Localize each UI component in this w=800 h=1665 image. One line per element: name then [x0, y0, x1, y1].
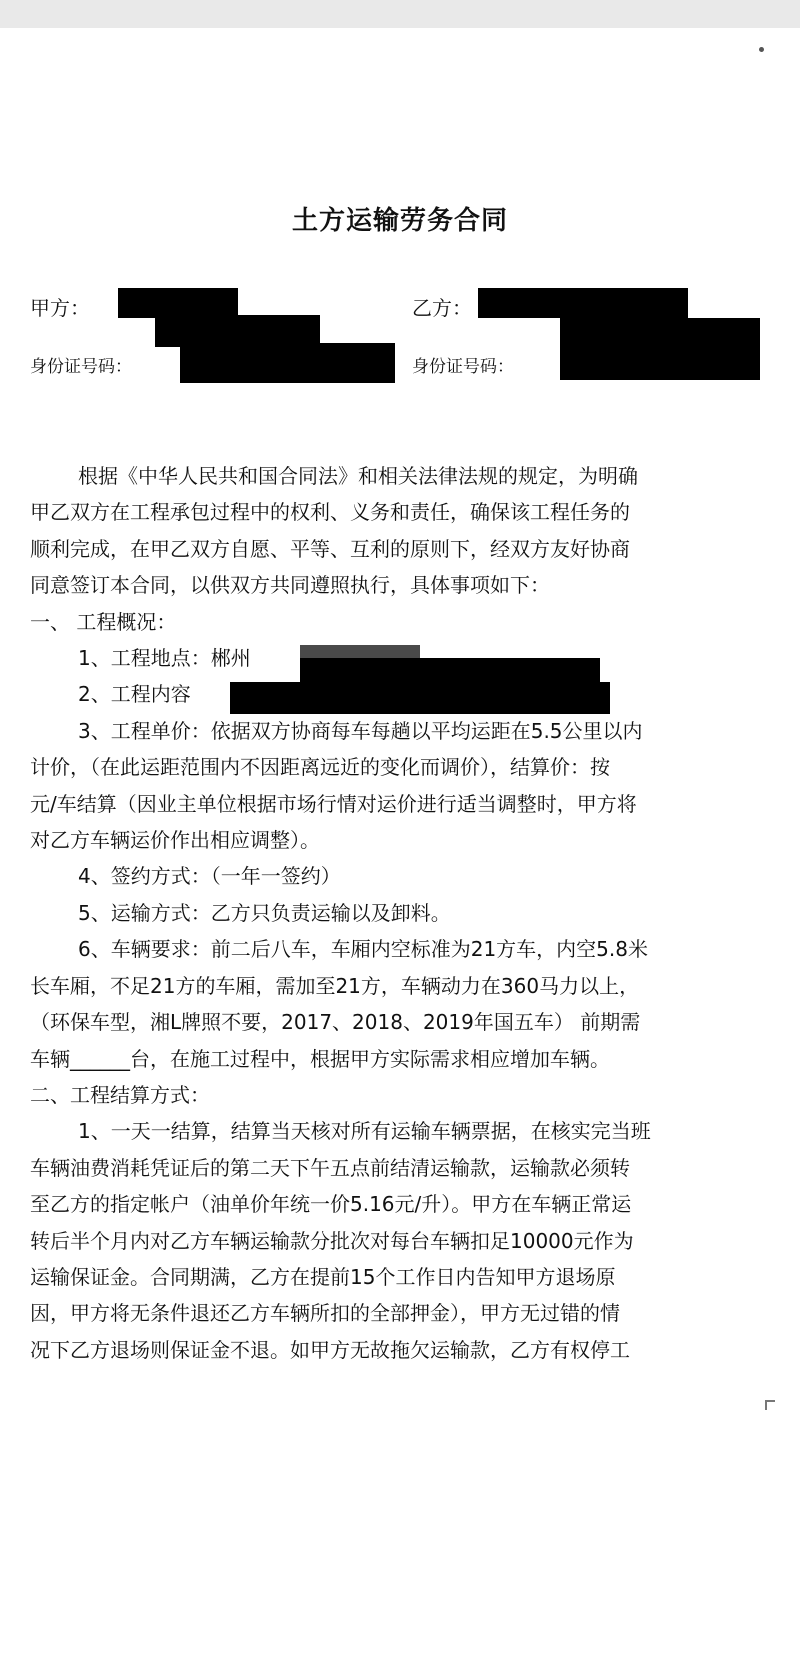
redaction-mark: [180, 343, 395, 383]
paragraph-line: 同意签订本合同，以供双方共同遵照执行，具体事项如下：: [30, 573, 550, 598]
top-bar: [0, 0, 800, 28]
paragraph-line: 4、签约方式：（一年一签约）: [78, 864, 341, 889]
paragraph-line: 车辆______台，在施工过程中，根据甲方实际需求相应增加车辆。: [30, 1046, 610, 1071]
paragraph-line: 至乙方的指定帐户（油单价年统一价5.16元/升）。甲方在车辆正常运: [30, 1192, 632, 1217]
document-title: 土方运输劳务合同: [291, 206, 508, 236]
redaction-mark: [118, 288, 238, 318]
paragraph-line: （环保车型，湘L牌照不要，2017、2018、2019年国五车） 前期需: [30, 1010, 641, 1035]
paragraph-line: 甲乙双方在工程承包过程中的权利、义务和责任，确保该工程任务的: [30, 500, 630, 525]
party-a-id-label: 身份证号码：: [30, 357, 132, 377]
paragraph-line: 5、运输方式：乙方只负责运输以及卸料。: [78, 900, 451, 925]
paragraph-line: 元/车结算（因业主单位根据市场行情对运价进行适当调整时，甲方将: [30, 791, 637, 816]
section-heading: 一、 工程概况：: [30, 609, 177, 634]
paragraph-line: 计价，（在此运距范围内不因距离远近的变化而调价），结算价：按: [30, 755, 610, 780]
party-b-label: 乙方：: [412, 296, 472, 320]
paragraph-line: 3、工程单价：依据双方协商每车每趟以平均运距在5.5公里以内: [78, 718, 643, 743]
paragraph-line: 顺利完成，在甲乙双方自愿、平等、互利的原则下，经双方友好协商: [30, 536, 630, 561]
paragraph-line: 车辆油费消耗凭证后的第二天下午五点前结清运输款，运输款必须转: [30, 1155, 630, 1180]
paragraph-line: 根据《中华人民共和国合同法》和相关法律法规的规定，为明确: [78, 464, 638, 488]
redaction-mark: [230, 682, 610, 714]
page-corner-mark: [765, 1400, 775, 1410]
paragraph-line: 6、车辆要求：前二后八车，车厢内空标准为21方车，内空5.8米: [78, 937, 648, 962]
paragraph-line: 长车厢，不足21方的车厢，需加至21方，车辆动力在360马力以上，: [30, 973, 640, 998]
more-icon[interactable]: [759, 47, 764, 52]
party-a-label: 甲方：: [30, 296, 90, 320]
contract-body: [30, 458, 760, 1368]
paragraph-line: 1、一天一结算，结算当天核对所有运输车辆票据，在核实完当班: [78, 1119, 651, 1144]
redaction-mark: [478, 288, 688, 318]
paragraph-line: 运输保证金。合同期满，乙方在提前15个工作日内告知甲方退场原: [30, 1264, 616, 1289]
redaction-mark: [560, 318, 760, 380]
paragraph-line: 转后半个月内对乙方车辆运输款分批次对每台车辆扣足10000元作为: [30, 1228, 634, 1253]
party-b-id-label: 身份证号码：: [412, 357, 514, 377]
paragraph-line: 2、工程内容: [78, 682, 191, 707]
paragraph-line: 对乙方车辆运价作出相应调整）。: [30, 828, 320, 853]
paragraph-line: 1、工程地点：郴州: [78, 646, 251, 671]
blank-area: [0, 1420, 800, 1665]
section-heading: 二、工程结算方式：: [30, 1082, 210, 1107]
paragraph-line: 况下乙方退场则保证金不退。如甲方无故拖欠运输款，乙方有权停工: [30, 1337, 630, 1362]
paragraph-line: 因，甲方将无条件退还乙方车辆所扣的全部押金），甲方无过错的情: [30, 1301, 620, 1326]
